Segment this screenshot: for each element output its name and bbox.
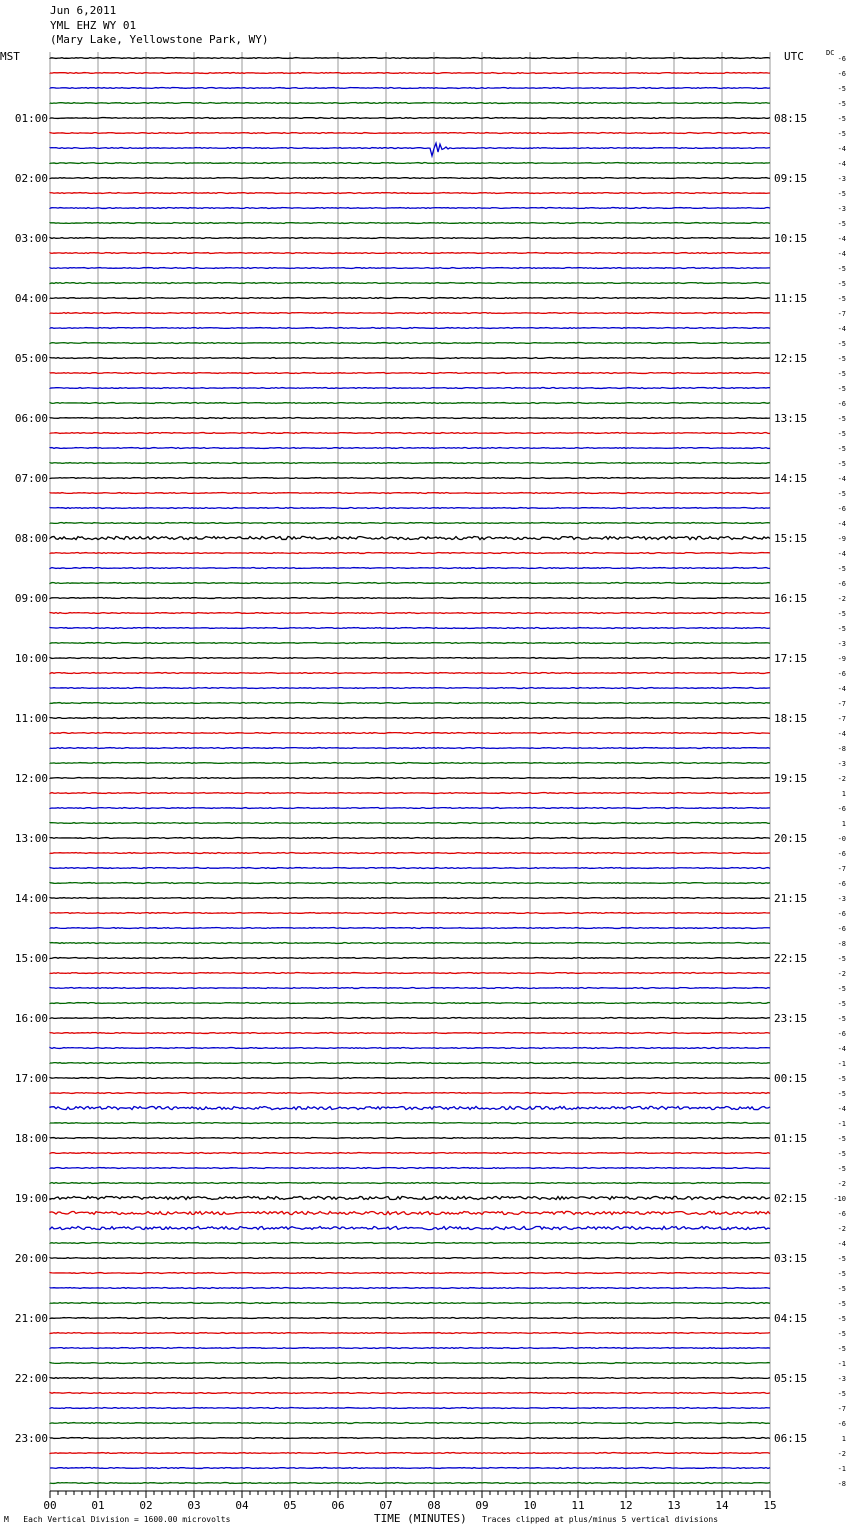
dc-offset-value: -5 bbox=[837, 625, 846, 633]
mst-hour-label: 11:00 bbox=[14, 712, 48, 725]
seismic-trace bbox=[50, 448, 770, 449]
seismic-trace bbox=[50, 373, 770, 374]
seismic-trace bbox=[50, 988, 770, 989]
utc-hour-label: 09:15 bbox=[774, 172, 808, 185]
dc-offset-value: -5 bbox=[837, 1150, 846, 1158]
seismic-trace bbox=[50, 583, 770, 584]
dc-offset-value: -5 bbox=[837, 445, 846, 453]
seismic-trace bbox=[50, 1423, 770, 1424]
seismic-trace bbox=[50, 536, 770, 539]
seismic-trace bbox=[50, 1033, 770, 1034]
vertical-scale-text: Each Vertical Division = 1600.00 microvolts bbox=[23, 1515, 231, 1524]
x-tick-label: 06 bbox=[331, 1499, 345, 1512]
dc-offset-value: -4 bbox=[837, 1240, 846, 1248]
seismic-trace bbox=[50, 1003, 770, 1004]
seismic-trace bbox=[50, 358, 770, 359]
seismic-trace bbox=[50, 223, 770, 224]
seismic-trace bbox=[50, 688, 770, 689]
dc-offset-value: -5 bbox=[837, 1165, 846, 1173]
dc-offset-value: -10 bbox=[833, 1195, 846, 1203]
dc-offset-value: -7 bbox=[837, 865, 846, 873]
dc-offset-value: -8 bbox=[837, 940, 846, 948]
dc-offset-value: -2 bbox=[837, 1450, 846, 1458]
seismic-trace bbox=[50, 658, 770, 659]
utc-hour-label: 15:15 bbox=[774, 532, 808, 545]
seismic-trace bbox=[50, 1378, 770, 1379]
dc-offset-value: -8 bbox=[837, 1480, 846, 1488]
dc-offset-value: -2 bbox=[837, 1180, 846, 1188]
seismic-trace bbox=[50, 823, 770, 824]
mst-hour-label: 02:00 bbox=[14, 172, 48, 185]
seismic-trace bbox=[50, 298, 770, 299]
dc-offset-value: -5 bbox=[837, 385, 846, 393]
seismic-trace bbox=[50, 208, 770, 209]
dc-offset-value: -5 bbox=[837, 1135, 846, 1143]
dc-offset-value: -6 bbox=[837, 805, 846, 813]
dc-offset-value: -5 bbox=[837, 1000, 846, 1008]
dc-offset-value: -9 bbox=[837, 535, 846, 543]
x-tick-label: 01 bbox=[91, 1499, 105, 1512]
seismic-trace bbox=[50, 1226, 770, 1229]
mst-hour-label: 06:00 bbox=[14, 412, 48, 425]
utc-hour-label: 06:15 bbox=[774, 1432, 808, 1445]
seismic-trace bbox=[50, 88, 770, 89]
dc-offset-value: -4 bbox=[837, 1045, 846, 1053]
scale-note bbox=[4, 1515, 230, 1524]
seismic-trace bbox=[50, 1196, 770, 1199]
mst-hour-label: 04:00 bbox=[14, 292, 48, 305]
dc-offset-value: -3 bbox=[837, 895, 846, 903]
dc-offset-value: -2 bbox=[837, 775, 846, 783]
dc-offset-value: -4 bbox=[837, 160, 846, 168]
seismic-trace bbox=[50, 283, 770, 284]
x-tick-label: 08 bbox=[427, 1499, 441, 1512]
footer-mark: M bbox=[4, 1515, 9, 1524]
mst-hour-label: 16:00 bbox=[14, 1012, 48, 1025]
seismic-trace bbox=[50, 478, 770, 479]
seismic-trace bbox=[50, 1153, 770, 1154]
seismic-trace bbox=[50, 718, 770, 719]
dc-offset-value: -6 bbox=[837, 580, 846, 588]
dc-offset-value: -6 bbox=[837, 925, 846, 933]
dc-offset-value: -5 bbox=[837, 115, 846, 123]
dc-offset-value: -5 bbox=[837, 265, 846, 273]
dc-offset-value: -4 bbox=[837, 145, 846, 153]
dc-offset-value: -0 bbox=[837, 835, 846, 843]
seismic-trace bbox=[50, 328, 770, 329]
dc-offset-value: -2 bbox=[837, 595, 846, 603]
seismic-trace bbox=[50, 1123, 770, 1124]
seismic-trace bbox=[50, 1393, 770, 1394]
seismic-trace bbox=[50, 613, 770, 614]
seismic-trace bbox=[50, 343, 770, 344]
x-tick-label: 14 bbox=[715, 1499, 729, 1512]
seismic-trace bbox=[50, 853, 770, 854]
seismic-trace bbox=[50, 598, 770, 599]
utc-hour-label: 20:15 bbox=[774, 832, 808, 845]
seismic-trace bbox=[50, 1318, 770, 1319]
dc-offset-value: -7 bbox=[837, 310, 846, 318]
dc-offset-value: -4 bbox=[837, 250, 846, 258]
dc-offset-value: -3 bbox=[837, 640, 846, 648]
utc-hour-label: 05:15 bbox=[774, 1372, 808, 1385]
seismic-trace bbox=[50, 133, 770, 134]
dc-offset-value: -1 bbox=[837, 1060, 846, 1068]
utc-hour-label: 18:15 bbox=[774, 712, 808, 725]
dc-offset-value: -3 bbox=[837, 205, 846, 213]
x-tick-label: 12 bbox=[619, 1499, 633, 1512]
dc-offset-value: -5 bbox=[837, 1075, 846, 1083]
utc-hour-label: 17:15 bbox=[774, 652, 808, 665]
seismic-trace bbox=[50, 1093, 770, 1094]
dc-offset-value: -1 bbox=[837, 1465, 846, 1473]
seismic-trace bbox=[50, 778, 770, 779]
utc-hour-label: 00:15 bbox=[774, 1072, 808, 1085]
dc-offset-value: -5 bbox=[837, 1315, 846, 1323]
dc-offset-value: -1 bbox=[837, 1360, 846, 1368]
seismic-trace bbox=[50, 1048, 770, 1049]
left-timezone-label: MST bbox=[0, 50, 20, 63]
seismic-trace bbox=[50, 793, 770, 794]
seismic-trace bbox=[50, 928, 770, 929]
dc-offset-value: -7 bbox=[837, 715, 846, 723]
seismic-trace bbox=[50, 1243, 770, 1244]
seismic-trace bbox=[50, 1273, 770, 1274]
dc-offset-value: -5 bbox=[837, 610, 846, 618]
seismic-trace bbox=[50, 1078, 770, 1079]
dc-offset-value: 1 bbox=[841, 820, 846, 828]
seismic-trace bbox=[50, 553, 770, 554]
dc-offset-value: 1 bbox=[841, 790, 846, 798]
x-tick-label: 00 bbox=[43, 1499, 57, 1512]
dc-offset-value: -6 bbox=[837, 1210, 846, 1218]
seismic-trace bbox=[50, 1183, 770, 1184]
x-axis-title: TIME (MINUTES) bbox=[374, 1512, 467, 1525]
seismic-trace bbox=[50, 143, 770, 156]
utc-hour-label: 22:15 bbox=[774, 952, 808, 965]
seismic-trace bbox=[50, 703, 770, 704]
dc-offset-value: -4 bbox=[837, 550, 846, 558]
seismic-trace bbox=[50, 958, 770, 959]
utc-hour-label: 10:15 bbox=[774, 232, 808, 245]
seismic-trace bbox=[50, 508, 770, 509]
x-tick-label: 10 bbox=[523, 1499, 537, 1512]
utc-hour-label: 13:15 bbox=[774, 412, 808, 425]
dc-offset-value: -5 bbox=[837, 100, 846, 108]
dc-offset-value: -8 bbox=[837, 745, 846, 753]
seismic-trace bbox=[50, 733, 770, 734]
seismic-trace bbox=[50, 118, 770, 119]
seismic-trace bbox=[50, 1211, 770, 1214]
dc-offset-value: -5 bbox=[837, 1300, 846, 1308]
x-tick-label: 05 bbox=[283, 1499, 297, 1512]
mst-hour-label: 23:00 bbox=[14, 1432, 48, 1445]
dc-offset-value: -6 bbox=[837, 1420, 846, 1428]
x-tick-label: 07 bbox=[379, 1499, 393, 1512]
x-tick-label: 13 bbox=[667, 1499, 681, 1512]
dc-offset-value: -5 bbox=[837, 1285, 846, 1293]
dc-offset-value: 1 bbox=[841, 1435, 846, 1443]
dc-offset-value: -6 bbox=[837, 505, 846, 513]
mst-hour-label: 09:00 bbox=[14, 592, 48, 605]
seismic-trace bbox=[50, 748, 770, 749]
seismic-trace bbox=[50, 463, 770, 464]
dc-offset-value: -5 bbox=[837, 280, 846, 288]
mst-hour-label: 19:00 bbox=[14, 1192, 48, 1205]
dc-offset-value: -1 bbox=[837, 1120, 846, 1128]
seismic-trace bbox=[50, 1483, 770, 1484]
dc-offset-value: -6 bbox=[837, 880, 846, 888]
dc-offset-value: -5 bbox=[837, 955, 846, 963]
dc-offset-value: -6 bbox=[837, 70, 846, 78]
seismic-trace bbox=[50, 898, 770, 899]
dc-offset-value: -5 bbox=[837, 490, 846, 498]
seismic-trace bbox=[50, 568, 770, 569]
seismic-trace bbox=[50, 103, 770, 104]
dc-offset-value: -5 bbox=[837, 1345, 846, 1353]
dc-offset-value: -5 bbox=[837, 1330, 846, 1338]
dc-offset-value: -4 bbox=[837, 325, 846, 333]
dc-offset-value: -5 bbox=[837, 1090, 846, 1098]
utc-hour-label: 02:15 bbox=[774, 1192, 808, 1205]
utc-hour-label: 23:15 bbox=[774, 1012, 808, 1025]
mst-hour-label: 08:00 bbox=[14, 532, 48, 545]
dc-offset-value: -3 bbox=[837, 175, 846, 183]
dc-offset-value: -5 bbox=[837, 1015, 846, 1023]
seismic-trace bbox=[50, 268, 770, 269]
seismic-trace bbox=[50, 673, 770, 674]
utc-hour-label: 08:15 bbox=[774, 112, 808, 125]
dc-offset-value: -6 bbox=[837, 55, 846, 63]
seismic-trace bbox=[50, 1288, 770, 1289]
record-date: Jun 6,2011 bbox=[50, 4, 117, 17]
dc-offset-value: -5 bbox=[837, 355, 846, 363]
seismic-trace bbox=[50, 163, 770, 164]
mst-hour-label: 21:00 bbox=[14, 1312, 48, 1325]
dc-offset-value: -3 bbox=[837, 760, 846, 768]
seismic-trace bbox=[50, 1258, 770, 1259]
x-tick-label: 15 bbox=[763, 1499, 777, 1512]
utc-hour-label: 04:15 bbox=[774, 1312, 808, 1325]
seismic-trace bbox=[50, 58, 770, 59]
dc-offset-header: DC bbox=[826, 49, 835, 57]
seismic-trace bbox=[50, 1138, 770, 1139]
mst-hour-label: 12:00 bbox=[14, 772, 48, 785]
seismic-trace bbox=[50, 1018, 770, 1019]
mst-hour-label: 17:00 bbox=[14, 1072, 48, 1085]
seismic-trace bbox=[50, 403, 770, 404]
dc-offset-value: -6 bbox=[837, 1030, 846, 1038]
seismic-trace bbox=[50, 523, 770, 524]
mst-hour-label: 13:00 bbox=[14, 832, 48, 845]
seismic-trace bbox=[50, 433, 770, 434]
seismic-trace bbox=[50, 973, 770, 974]
dc-offset-value: -5 bbox=[837, 190, 846, 198]
x-tick-label: 11 bbox=[571, 1499, 585, 1512]
seismic-trace bbox=[50, 1363, 770, 1364]
dc-offset-value: -3 bbox=[837, 1375, 846, 1383]
seismic-trace bbox=[50, 1408, 770, 1409]
mst-hour-label: 01:00 bbox=[14, 112, 48, 125]
seismic-trace bbox=[50, 643, 770, 644]
seismic-trace bbox=[50, 253, 770, 254]
utc-hour-label: 01:15 bbox=[774, 1132, 808, 1145]
seismic-trace bbox=[50, 1168, 770, 1169]
mst-hour-label: 03:00 bbox=[14, 232, 48, 245]
dc-offset-value: -5 bbox=[837, 295, 846, 303]
utc-hour-label: 03:15 bbox=[774, 1252, 808, 1265]
mst-hour-label: 18:00 bbox=[14, 1132, 48, 1145]
seismic-trace bbox=[50, 1348, 770, 1349]
seismic-trace bbox=[50, 1333, 770, 1334]
utc-hour-label: 16:15 bbox=[774, 592, 808, 605]
seismic-trace bbox=[50, 313, 770, 314]
mst-hour-label: 07:00 bbox=[14, 472, 48, 485]
seismic-trace bbox=[50, 808, 770, 809]
seismic-trace bbox=[50, 1468, 770, 1469]
mst-hour-label: 15:00 bbox=[14, 952, 48, 965]
seismic-trace bbox=[50, 193, 770, 194]
right-timezone-label: UTC bbox=[784, 50, 804, 63]
mst-hour-label: 22:00 bbox=[14, 1372, 48, 1385]
utc-hour-label: 14:15 bbox=[774, 472, 808, 485]
dc-offset-value: -5 bbox=[837, 415, 846, 423]
seismic-trace bbox=[50, 1453, 770, 1454]
utc-hour-label: 12:15 bbox=[774, 352, 808, 365]
seismic-trace bbox=[50, 763, 770, 764]
x-tick-label: 09 bbox=[475, 1499, 489, 1512]
dc-offset-value: -6 bbox=[837, 670, 846, 678]
clip-note: Traces clipped at plus/minus 5 vertical divisions bbox=[482, 1515, 719, 1524]
dc-offset-value: -7 bbox=[837, 700, 846, 708]
dc-offset-value: -5 bbox=[837, 565, 846, 573]
dc-offset-value: -6 bbox=[837, 400, 846, 408]
seismic-trace bbox=[50, 1303, 770, 1304]
x-tick-label: 03 bbox=[187, 1499, 201, 1512]
dc-offset-value: -4 bbox=[837, 235, 846, 243]
seismic-trace bbox=[50, 388, 770, 389]
mst-hour-label: 20:00 bbox=[14, 1252, 48, 1265]
dc-offset-value: -9 bbox=[837, 655, 846, 663]
dc-offset-value: -2 bbox=[837, 970, 846, 978]
utc-hour-label: 21:15 bbox=[774, 892, 808, 905]
station-location: (Mary Lake, Yellowstone Park, WY) bbox=[50, 33, 269, 46]
mst-hour-label: 14:00 bbox=[14, 892, 48, 905]
dc-offset-value: -5 bbox=[837, 1255, 846, 1263]
x-tick-label: 02 bbox=[139, 1499, 153, 1512]
seismic-trace bbox=[50, 883, 770, 884]
seismic-trace bbox=[50, 418, 770, 419]
seismic-trace bbox=[50, 238, 770, 239]
dc-offset-value: -7 bbox=[837, 1405, 846, 1413]
dc-offset-value: -5 bbox=[837, 340, 846, 348]
dc-offset-value: -6 bbox=[837, 910, 846, 918]
dc-offset-value: -4 bbox=[837, 685, 846, 693]
seismic-trace bbox=[50, 493, 770, 494]
seismic-trace bbox=[50, 1063, 770, 1064]
dc-offset-value: -5 bbox=[837, 1270, 846, 1278]
dc-offset-value: -5 bbox=[837, 130, 846, 138]
dc-offset-value: -5 bbox=[837, 220, 846, 228]
dc-offset-value: -4 bbox=[837, 520, 846, 528]
dc-offset-value: -5 bbox=[837, 985, 846, 993]
mst-hour-label: 10:00 bbox=[14, 652, 48, 665]
seismic-trace bbox=[50, 943, 770, 944]
dc-offset-value: -2 bbox=[837, 1225, 846, 1233]
seismic-trace bbox=[50, 1106, 770, 1109]
dc-offset-value: -4 bbox=[837, 475, 846, 483]
x-tick-label: 04 bbox=[235, 1499, 249, 1512]
dc-offset-value: -5 bbox=[837, 370, 846, 378]
dc-offset-value: -5 bbox=[837, 1390, 846, 1398]
seismic-trace bbox=[50, 178, 770, 179]
dc-offset-value: -4 bbox=[837, 1105, 846, 1113]
seismic-trace bbox=[50, 868, 770, 869]
seismic-trace bbox=[50, 838, 770, 839]
seismic-trace bbox=[50, 628, 770, 629]
seismic-trace bbox=[50, 1438, 770, 1439]
utc-hour-label: 19:15 bbox=[774, 772, 808, 785]
dc-offset-value: -5 bbox=[837, 85, 846, 93]
dc-offset-value: -5 bbox=[837, 460, 846, 468]
dc-offset-value: -5 bbox=[837, 430, 846, 438]
dc-offset-value: -4 bbox=[837, 730, 846, 738]
mst-hour-label: 05:00 bbox=[14, 352, 48, 365]
station-code: YML EHZ WY 01 bbox=[50, 18, 137, 32]
utc-hour-label: 11:15 bbox=[774, 292, 808, 305]
dc-offset-value: -6 bbox=[837, 850, 846, 858]
seismic-trace bbox=[50, 73, 770, 74]
seismic-trace bbox=[50, 913, 770, 914]
